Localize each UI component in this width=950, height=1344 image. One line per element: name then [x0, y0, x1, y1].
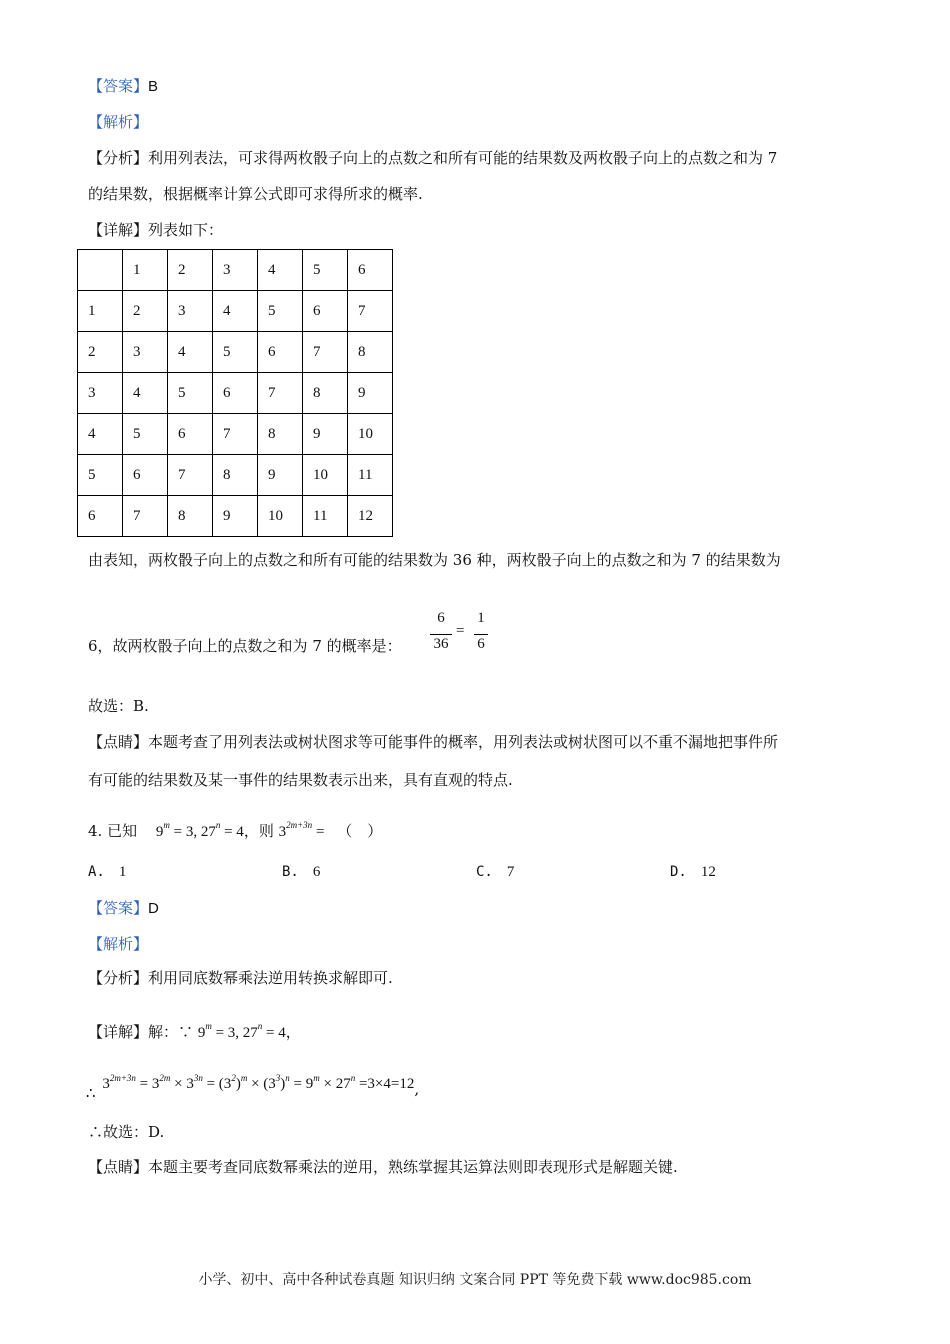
cond-base-1: 9: [155, 824, 164, 840]
option-d-label: D.: [670, 864, 687, 880]
conclusion-text: 故选：B.: [88, 697, 149, 715]
option-c[interactable]: [476, 862, 514, 881]
given-mid: = 3, 27: [211, 1025, 258, 1041]
answer-value: B: [148, 78, 159, 95]
table-cell: 2: [168, 250, 213, 291]
fenxi-tag-q4: 【分析】: [88, 969, 149, 987]
option-d[interactable]: [670, 862, 716, 881]
table-cell: 4: [78, 414, 123, 455]
table-cell: 9: [303, 414, 348, 455]
table-cell: 5: [123, 414, 168, 455]
xiangjie-tag: 【详解】: [88, 221, 149, 239]
table-cell: 7: [213, 414, 258, 455]
table-cell: 4: [123, 373, 168, 414]
table-cell: 6: [168, 414, 213, 455]
question-number: 4. 已知: [88, 822, 138, 840]
table-row: [78, 496, 393, 537]
table-cell: 3: [123, 332, 168, 373]
q3-fenxi-line1: [88, 148, 777, 168]
given-exp-2: n: [257, 1021, 263, 1031]
fenxi-text-q4: 利用同底数幂乘法逆用转换求解即可.: [148, 969, 393, 987]
table-row: [78, 414, 393, 455]
xiangjie-text: 列表如下：: [148, 221, 224, 239]
q4-fenxi-line: [88, 968, 393, 988]
then-text: ，则: [243, 822, 274, 840]
table-cell: 3: [213, 250, 258, 291]
derivation-comma: ,: [414, 1080, 420, 1098]
q3-analysis-heading: [88, 112, 148, 132]
table-cell: 9: [258, 455, 303, 496]
q3-dianjing-line1: [88, 732, 778, 752]
table-cell: 6: [303, 291, 348, 332]
table-cell: 8: [213, 455, 258, 496]
given-math: [197, 1021, 286, 1041]
option-a[interactable]: [88, 862, 126, 881]
q3-conclusion: [88, 696, 149, 716]
fraction-numerator-1: 6: [437, 610, 445, 626]
q4-xiangjie-line: [88, 1016, 301, 1043]
dianjing-tag-q4: 【点睛】: [88, 1158, 149, 1176]
dice-sum-table: [77, 249, 393, 537]
option-a-value: 1: [118, 864, 127, 880]
table-cell: 3: [168, 291, 213, 332]
table-cell: 5: [213, 332, 258, 373]
analysis-tag: 【解析】: [88, 113, 149, 131]
table-cell: 1: [123, 250, 168, 291]
therefore-symbol: ∴: [86, 1084, 96, 1102]
dianjing-text-q4: 本题主要考查同底数幂乘法的逆用，熟练掌握其运算法则即表现形式是解题关键.: [148, 1158, 678, 1176]
fenxi-text-2: 的结果数，根据概率计算公式即可求得所求的概率.: [88, 185, 423, 203]
q3-answer-line: [88, 76, 158, 97]
table-cell: 10: [303, 455, 348, 496]
q3-fenxi-line2: [88, 184, 423, 204]
table-cell: 10: [258, 496, 303, 537]
option-a-label: A.: [88, 864, 105, 880]
q3-table-explanation-1: [88, 550, 781, 570]
xiangjie-tag-q4: 【详解】: [88, 1023, 149, 1041]
table-cell: 8: [258, 414, 303, 455]
option-b-label: B.: [282, 864, 299, 880]
table-row: [78, 291, 393, 332]
table-row: [78, 455, 393, 496]
dianjing-text-2: 有可能的结果数及某一事件的结果数表示出来，具有直观的特点.: [88, 771, 513, 789]
q4-dianjing-line: [88, 1157, 678, 1177]
condition-math: [155, 820, 244, 840]
table-cell: 2: [123, 291, 168, 332]
table-cell: 7: [303, 332, 348, 373]
cond-mid: = 3, 27: [169, 824, 216, 840]
table-cell: 8: [168, 496, 213, 537]
xiangjie-prefix: 解：∵: [148, 1023, 194, 1041]
answer-blank: （ ）: [337, 822, 383, 840]
table-row: [78, 250, 393, 291]
analysis-tag-q4: 【解析】: [88, 935, 149, 953]
answer-tag-q4: 【答案】: [88, 899, 149, 917]
option-c-value: 7: [506, 864, 515, 880]
equals-sign: =: [456, 623, 465, 639]
table-cell: 4: [258, 250, 303, 291]
fraction-denominator-1: 36: [433, 636, 449, 652]
table-cell: 11: [348, 455, 393, 496]
cond-exp-1: m: [163, 820, 170, 830]
table-row: [78, 332, 393, 373]
answer-tag: 【答案】: [88, 77, 149, 95]
table-cell: 5: [78, 455, 123, 496]
option-b-value: 6: [312, 864, 321, 880]
table-cell: 10: [348, 414, 393, 455]
table-cell: 7: [258, 373, 303, 414]
table-cell: 5: [303, 250, 348, 291]
q4-derivation: [86, 1068, 420, 1102]
explanation-text-1: 由表知，两枚骰子向上的点数之和所有可能的结果数为 36 种，两枚骰子向上的点数之和为 7 的结果数为: [88, 551, 781, 569]
q4-analysis-heading: [88, 934, 148, 954]
table-cell: 9: [213, 496, 258, 537]
table-cell: 7: [168, 455, 213, 496]
ask-base: 3: [278, 824, 287, 840]
cond-end: = 4: [220, 824, 244, 840]
table-cell: 12: [348, 496, 393, 537]
derivation-math: $3^{2m+3n} = 3^{2m} \times 3^{3n} = (3^2)^m \times (3^3)^n = 9^m \times 27^n =3\times 4=12$: [102, 1073, 415, 1092]
table-cell: 6: [123, 455, 168, 496]
q4-answer-line: [88, 898, 159, 919]
explanation-text-2: 6，故两枚骰子向上的点数之和为 7 的概率是：: [88, 637, 402, 655]
ask-math: [278, 820, 325, 840]
table-cell: 4: [168, 332, 213, 373]
fraction-numerator-2: 1: [477, 610, 485, 626]
table-cell: 8: [303, 373, 348, 414]
ask-exp: 2m+3n: [286, 820, 313, 830]
option-c-label: C.: [476, 864, 493, 880]
table-cell: 6: [258, 332, 303, 373]
q3-xiangjie-line: [88, 220, 223, 240]
fraction-denominator-2: 6: [477, 636, 485, 652]
table-cell: 6: [348, 250, 393, 291]
given-end: = 4: [262, 1025, 286, 1041]
table-cell: 3: [78, 373, 123, 414]
page-footer: 小学、初中、高中各种试卷真题 知识归纳 文案合同 PPT 等免费下载 www.doc985.com: [198, 1272, 752, 1288]
given-base-1: 9: [197, 1025, 206, 1041]
answer-value-q4: D: [148, 900, 159, 917]
given-exp-1: m: [205, 1021, 212, 1031]
table-cell: 5: [258, 291, 303, 332]
dianjing-tag: 【点睛】: [88, 733, 149, 751]
dianjing-text-1: 本题考查了用列表法或树状图求等可能事件的概率，用列表法或树状图可以不重不漏地把事件所: [148, 733, 779, 751]
option-b[interactable]: [282, 862, 320, 881]
table-cell: 5: [168, 373, 213, 414]
fenxi-text-1: 利用列表法，可求得两枚骰子向上的点数之和所有可能的结果数及两枚骰子向上的点数之和为 7: [148, 149, 778, 167]
table-cell: 6: [213, 373, 258, 414]
fraction-bar-1: [430, 634, 452, 635]
fenxi-tag: 【分析】: [88, 149, 149, 167]
option-d-value: 12: [700, 864, 716, 880]
table-cell: 8: [348, 332, 393, 373]
table-cell: 7: [348, 291, 393, 332]
table-cell: 7: [123, 496, 168, 537]
q4-stem: [88, 815, 382, 842]
table-row: [78, 373, 393, 414]
fraction-bar-2: [474, 634, 488, 635]
table-cell: [78, 250, 123, 291]
cond-exp-2: n: [215, 820, 221, 830]
table-cell: 4: [213, 291, 258, 332]
table-cell: 9: [348, 373, 393, 414]
table-cell: 2: [78, 332, 123, 373]
q4-conclusion: [88, 1122, 164, 1142]
q3-table-explanation-2: [88, 636, 402, 656]
q3-dianjing-line2: [88, 770, 513, 790]
conclusion-text-q4: ∴故选：D.: [88, 1123, 165, 1141]
table-cell: 11: [303, 496, 348, 537]
table-cell: 6: [78, 496, 123, 537]
probability-fraction: [428, 610, 498, 660]
table-cell: 1: [78, 291, 123, 332]
given-comma: ，: [285, 1023, 301, 1041]
ask-end: =: [312, 824, 325, 840]
